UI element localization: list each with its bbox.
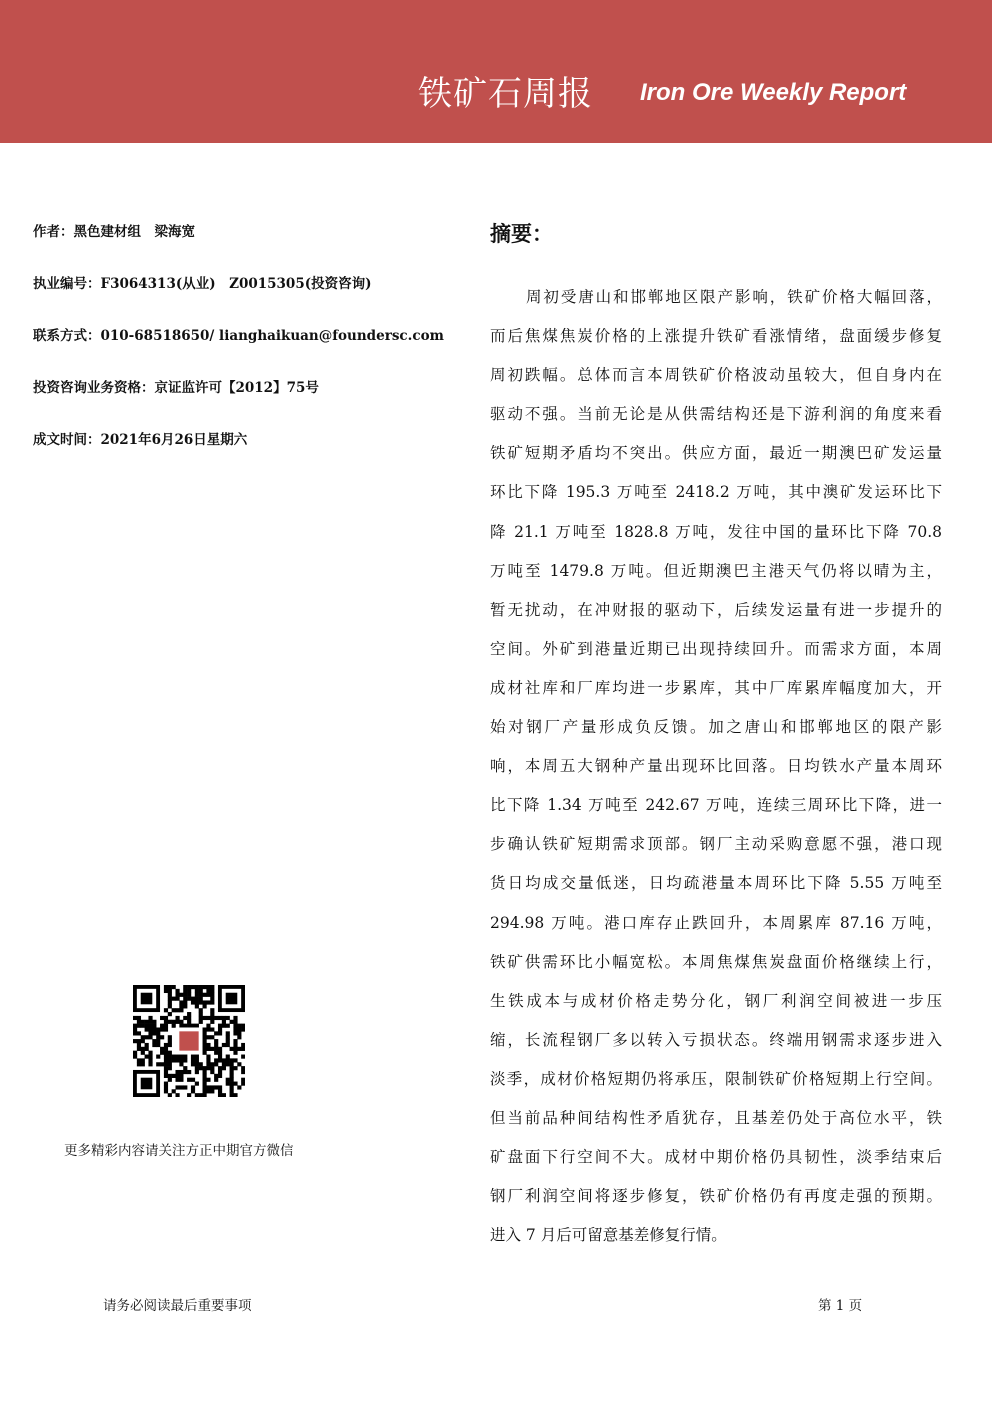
summary-line: 进入 7 月后可留意基差修复行情。	[490, 1226, 727, 1245]
summary-heading: 摘要：	[490, 222, 553, 246]
summary-line: 始对钢厂产量形成负反馈。加之唐山和邯郸地区的限产影	[490, 718, 942, 737]
summary-line: 暂无扰动，在冲财报的驱动下，后续发运量有进一步提升的	[490, 600, 942, 619]
summary-line: 而后焦煤焦炭价格的上涨提升铁矿看涨情绪，盘面缓步修复	[490, 327, 942, 346]
qr-code-icon	[133, 985, 245, 1097]
summary-line: 空间。外矿到港量近期已出现持续回升。而需求方面，本周	[490, 639, 942, 658]
summary-line: 铁矿短期矛盾均不突出。供应方面，最近一期澳巴矿发运量	[490, 444, 942, 463]
license-line: 执业编号：F3064313(从业) Z0015305(投资咨询)	[33, 276, 372, 292]
summary-line: 铁矿供需环比小幅宽松。本周焦煤焦炭盘面价格继续上行，	[490, 952, 942, 971]
summary-line: 淡季，成材价格短期仍将承压，限制铁矿价格短期上行空间。	[490, 1069, 942, 1088]
report-header-banner	[0, 0, 992, 143]
summary-line: 步确认铁矿短期需求顶部。钢厂主动采购意愿不强，港口现	[490, 835, 942, 854]
summary-line: 比下降 1.34 万吨至 242.67 万吨，连续三周环比下降，进一	[490, 796, 942, 815]
summary-line: 货日均成交量低迷，日均疏港量本周环比下降 5.55 万吨至	[490, 874, 942, 893]
date-line: 成文时间：2021年6月26日星期六	[33, 432, 248, 448]
summary-line: 周初跌幅。总体而言本周铁矿价格波动虽较大，但自身内在	[490, 366, 942, 385]
summary-line: 周初受唐山和邯郸地区限产影响，铁矿价格大幅回落，	[526, 288, 942, 306]
summary-line: 生铁成本与成材价格走势分化，钢厂利润空间被进一步压	[490, 991, 942, 1010]
summary-line: 294.98 万吨。港口库存止跌回升，本周累库 87.16 万吨，	[490, 913, 942, 932]
summary-body	[490, 278, 942, 1255]
summary-line: 矿盘面下行空间不大。成材中期价格仍具韧性，淡季结束后	[490, 1148, 942, 1167]
summary-line: 成材社库和厂库均进一步累库，其中厂库累库幅度加大，开	[490, 678, 942, 697]
contact-line: 联系方式：010-68518650/ lianghaikuan@foundersc.com	[33, 328, 444, 344]
summary-line: 驱动不强。当前无论是从供需结构还是下游利润的角度来看	[490, 405, 942, 424]
summary-line: 缩，长流程钢厂多以转入亏损状态。终端用钢需求逐步进入	[490, 1030, 942, 1049]
summary-line: 钢厂利润空间将逐步修复，铁矿价格仍有再度走强的预期。	[490, 1187, 942, 1206]
report-title-chinese: 铁矿石周报	[418, 74, 593, 114]
summary-line: 响，本周五大钢种产量出现环比回落。日均铁水产量本周环	[490, 757, 942, 776]
summary-line: 环比下降 195.3 万吨至 2418.2 万吨，其中澳矿发运环比下	[490, 483, 942, 502]
summary-line: 降 21.1 万吨至 1828.8 万吨，发往中国的量环比下降 70.8	[490, 522, 942, 541]
summary-line: 但当前品种间结构性矛盾犹存，且基差仍处于高位水平，铁	[490, 1108, 942, 1127]
author-line: 作者：黑色建材组 梁海宽	[33, 224, 195, 240]
page-number: 第 1 页	[818, 1298, 863, 1314]
qualification-line: 投资咨询业务资格：京证监许可【2012】75号	[33, 380, 319, 396]
report-title-english: Iron Ore Weekly Report	[640, 79, 907, 106]
summary-line: 万吨至 1479.8 万吨。但近期澳巴主港天气仍将以晴为主，	[490, 561, 942, 580]
footer-notice: 请务必阅读最后重要事项	[103, 1298, 252, 1314]
qr-caption: 更多精彩内容请关注方正中期官方微信	[64, 1143, 294, 1159]
